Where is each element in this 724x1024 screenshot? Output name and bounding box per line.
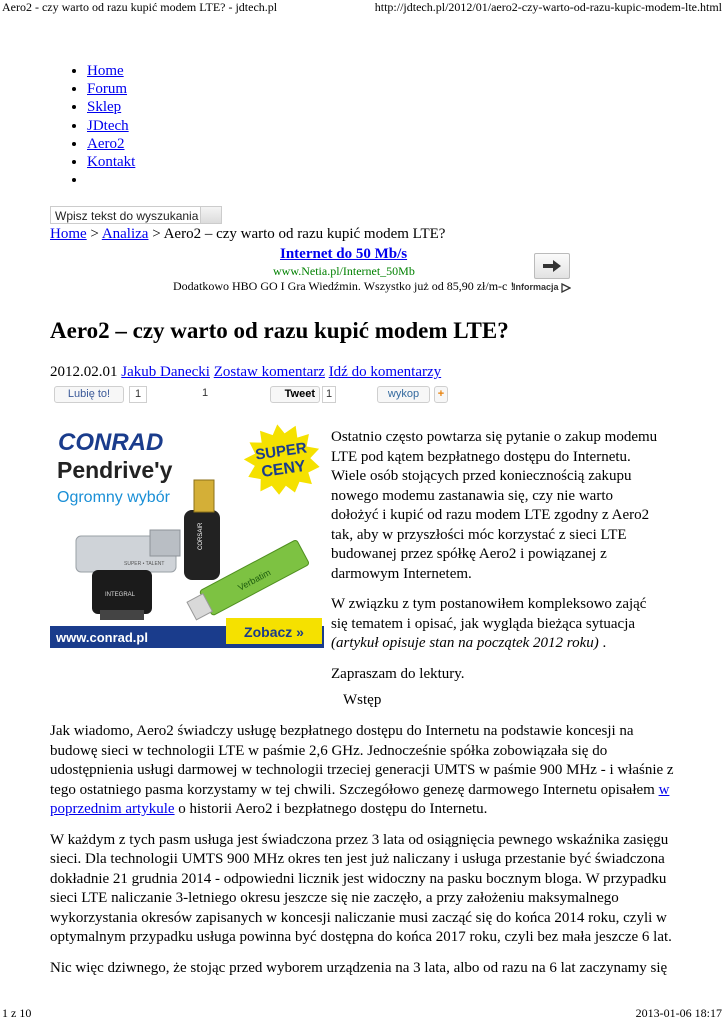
paragraph-end: . — [598, 635, 607, 651]
article-paragraph: Zapraszam do lektury. — [331, 665, 465, 682]
article-body — [50, 722, 680, 989]
print-header-url: http://jdtech.pl/2012/01/aero2-czy-warto-od-razu-kupic-modem-lte.html — [374, 0, 722, 14]
print-footer-datetime: 2013-01-06 18:17 — [635, 1006, 722, 1020]
article-date: 2012.02.01 — [50, 364, 118, 380]
nav-item-home[interactable] — [87, 62, 135, 80]
facebook-like-button[interactable]: Lubię to! — [54, 386, 124, 403]
nav-item-kontakt[interactable] — [87, 153, 135, 171]
paragraph-end: o historii Aero2 i bezpłatnego dostępu do Internetu. — [174, 801, 488, 817]
main-nav — [70, 62, 135, 189]
ad-info-label: Informacja — [513, 282, 559, 292]
breadcrumb-current: Aero2 – czy warto od razu kupić modem LTE? — [163, 226, 446, 242]
ad-go-button[interactable] — [534, 253, 570, 279]
usb-brand2: Verbatim — [236, 567, 273, 593]
usb-black-small — [92, 570, 152, 620]
ad-title-link[interactable]: Internet do 50 Mb/s — [280, 246, 408, 262]
wykop-plus-button[interactable]: + — [434, 386, 448, 403]
nav-item-sklep[interactable] — [87, 98, 135, 116]
breadcrumb-separator: > — [86, 226, 102, 242]
conrad-ad-banner[interactable] — [50, 420, 324, 648]
article-paragraph — [50, 722, 680, 820]
article-paragraph — [331, 595, 661, 654]
nav-item-empty — [87, 171, 135, 189]
arrow-right-icon — [542, 259, 562, 273]
nav-link-home[interactable]: Home — [87, 63, 124, 79]
usb-brand3: SUPER • TALENT — [124, 561, 165, 567]
tweet-count: 1 — [322, 386, 336, 403]
nav-link-jdtech[interactable]: JDtech — [87, 117, 129, 134]
search-input[interactable]: Wpisz tekst do wyszukania — [50, 206, 200, 224]
author-link[interactable]: Jakub Danecki — [121, 364, 210, 380]
banner-headline: Pendrive'y — [57, 457, 173, 483]
play-triangle-icon — [561, 283, 571, 293]
social-bar — [54, 386, 454, 403]
article-title: Aero2 – czy warto od razu kupić modem LTE? — [50, 318, 509, 343]
nav-link-sklep[interactable]: Sklep — [87, 99, 122, 116]
article-body-intro — [331, 428, 661, 695]
ad-text: Dodatkowo HBO GO I Gra Wiedźmin. Wszystko już od 85,90 zł/m-c ! — [173, 279, 515, 293]
breadcrumb — [50, 226, 445, 243]
usb-brand1: CORSAIR — [198, 522, 204, 550]
nav-link-aero2[interactable]: Aero2 — [87, 135, 125, 152]
paragraph-text: Jak wiadomo, Aero2 świadczy usługę bezpłatnego dostępu do Internetu na podstawie koncesji na budowę sieci w technologii LTE w paśmie 2,6 GHz. Jednocześnie spółka zobowiązała się do udostępnienia usługi darmowej w technologii trzeciej generacji UMTS w paśmie 900 MHz - i właśnie z tego ostatniego pasma korzystamy w tej chwili. Szczegółowo genezę darmowego Internetu opisałem — [50, 723, 674, 798]
nav-item-forum[interactable] — [87, 80, 135, 98]
banner-sub: Ogromny wybór — [57, 489, 170, 506]
badge-line1: SUPER — [254, 439, 308, 464]
article-paragraph: Nic więc dziwnego, że stojąc przed wyborem urządzenia na 3 lata, albo od razu na 6 lat zaczynamy się — [50, 959, 668, 976]
breadcrumb-separator: > — [148, 226, 164, 242]
facebook-like-count: 1 — [129, 386, 147, 403]
banner-site: www.conrad.pl — [56, 630, 148, 645]
wykop-button[interactable]: wykop — [377, 386, 430, 403]
goto-comments-link[interactable]: Idź do komentarzy — [328, 364, 442, 380]
nav-item-jdtech[interactable] — [87, 117, 135, 135]
badge-line2: CENY — [260, 457, 307, 481]
nav-item-aero2[interactable] — [87, 135, 135, 153]
leave-comment-link[interactable]: Zostaw komentarz — [213, 364, 325, 380]
nav-link-forum[interactable]: Forum — [87, 81, 128, 98]
nav-link-kontakt[interactable]: Kontakt — [87, 154, 136, 171]
print-footer-page: 1 z 10 — [2, 1006, 32, 1020]
print-header-title: Aero2 - czy warto od razu kupić modem LTE? - jdtech.pl — [2, 0, 278, 14]
previous-article-link[interactable]: w poprzednim artykule — [50, 781, 670, 817]
ad-url[interactable]: www.Netia.pl/Internet_50Mb — [273, 264, 415, 278]
usb-brand4: INTEGRAL — [105, 592, 136, 598]
article-meta — [50, 364, 441, 381]
breadcrumb-home-link[interactable]: Home — [50, 226, 87, 242]
paragraph-text: W związku z tym postanowiłem kompleksowo zająć się tematem i opisać, jak wygląda bieżąca sytuacja — [331, 596, 647, 632]
search-button[interactable] — [200, 206, 222, 224]
banner-brand: CONRAD — [58, 429, 164, 456]
plusone-count: 1 — [196, 386, 214, 403]
article-paragraph: W każdym z tych pasm usługa jest świadczona przez 3 lata od osiągnięcia pewnego wskaźnika zasięgu sieci. Dla technologii UMTS 900 MHz okres ten jest już naliczany i usługa przestanie być świadczona dokładnie 21 grudnia 2014 - odpowiedni licznik jest widoczny na pasku bocznym bloga. W przypadku sieci LTE naliczanie 3-letniego okresu jeszcze się nie zaczęło, a przy założeniu maksymalnego wykorzystania okresów zapisanych w koncesji naliczanie musi zacząć się do końca 2014 roku, czyli w optymalnym przypadku usługa powinna być dostępna do końca 2017 roku, czyli bez mała jeszcze 6 lat. — [50, 831, 672, 945]
section-heading-intro: Wstęp — [343, 692, 382, 708]
conrad-banner-graphic — [50, 420, 324, 648]
breadcrumb-analiza-link[interactable]: Analiza — [101, 226, 149, 242]
ad-info-badge[interactable] — [513, 282, 571, 293]
tweet-button[interactable]: Tweet — [270, 386, 320, 403]
banner-cta: Zobacz » — [244, 624, 304, 640]
paragraph-italic: (artykuł opisuje stan na początek 2012 roku) — [331, 635, 599, 651]
article-paragraph: Ostatnio często powtarza się pytanie o zakup modemu LTE pod kątem bezpłatnego dostępu do Internetu. Wiele osób stojących przed koniecznością zakupu nowego modemu zastanawia się, czy nie warto dołożyć i kupić od razu modem LTE zgodny z Aero2 tak, aby w przyszłości móc korzystać z sieci LTE budowanej przez spółkę Aero2 i powiązanej z darmowym Internetem. — [331, 429, 658, 582]
usb-silver — [76, 530, 180, 572]
